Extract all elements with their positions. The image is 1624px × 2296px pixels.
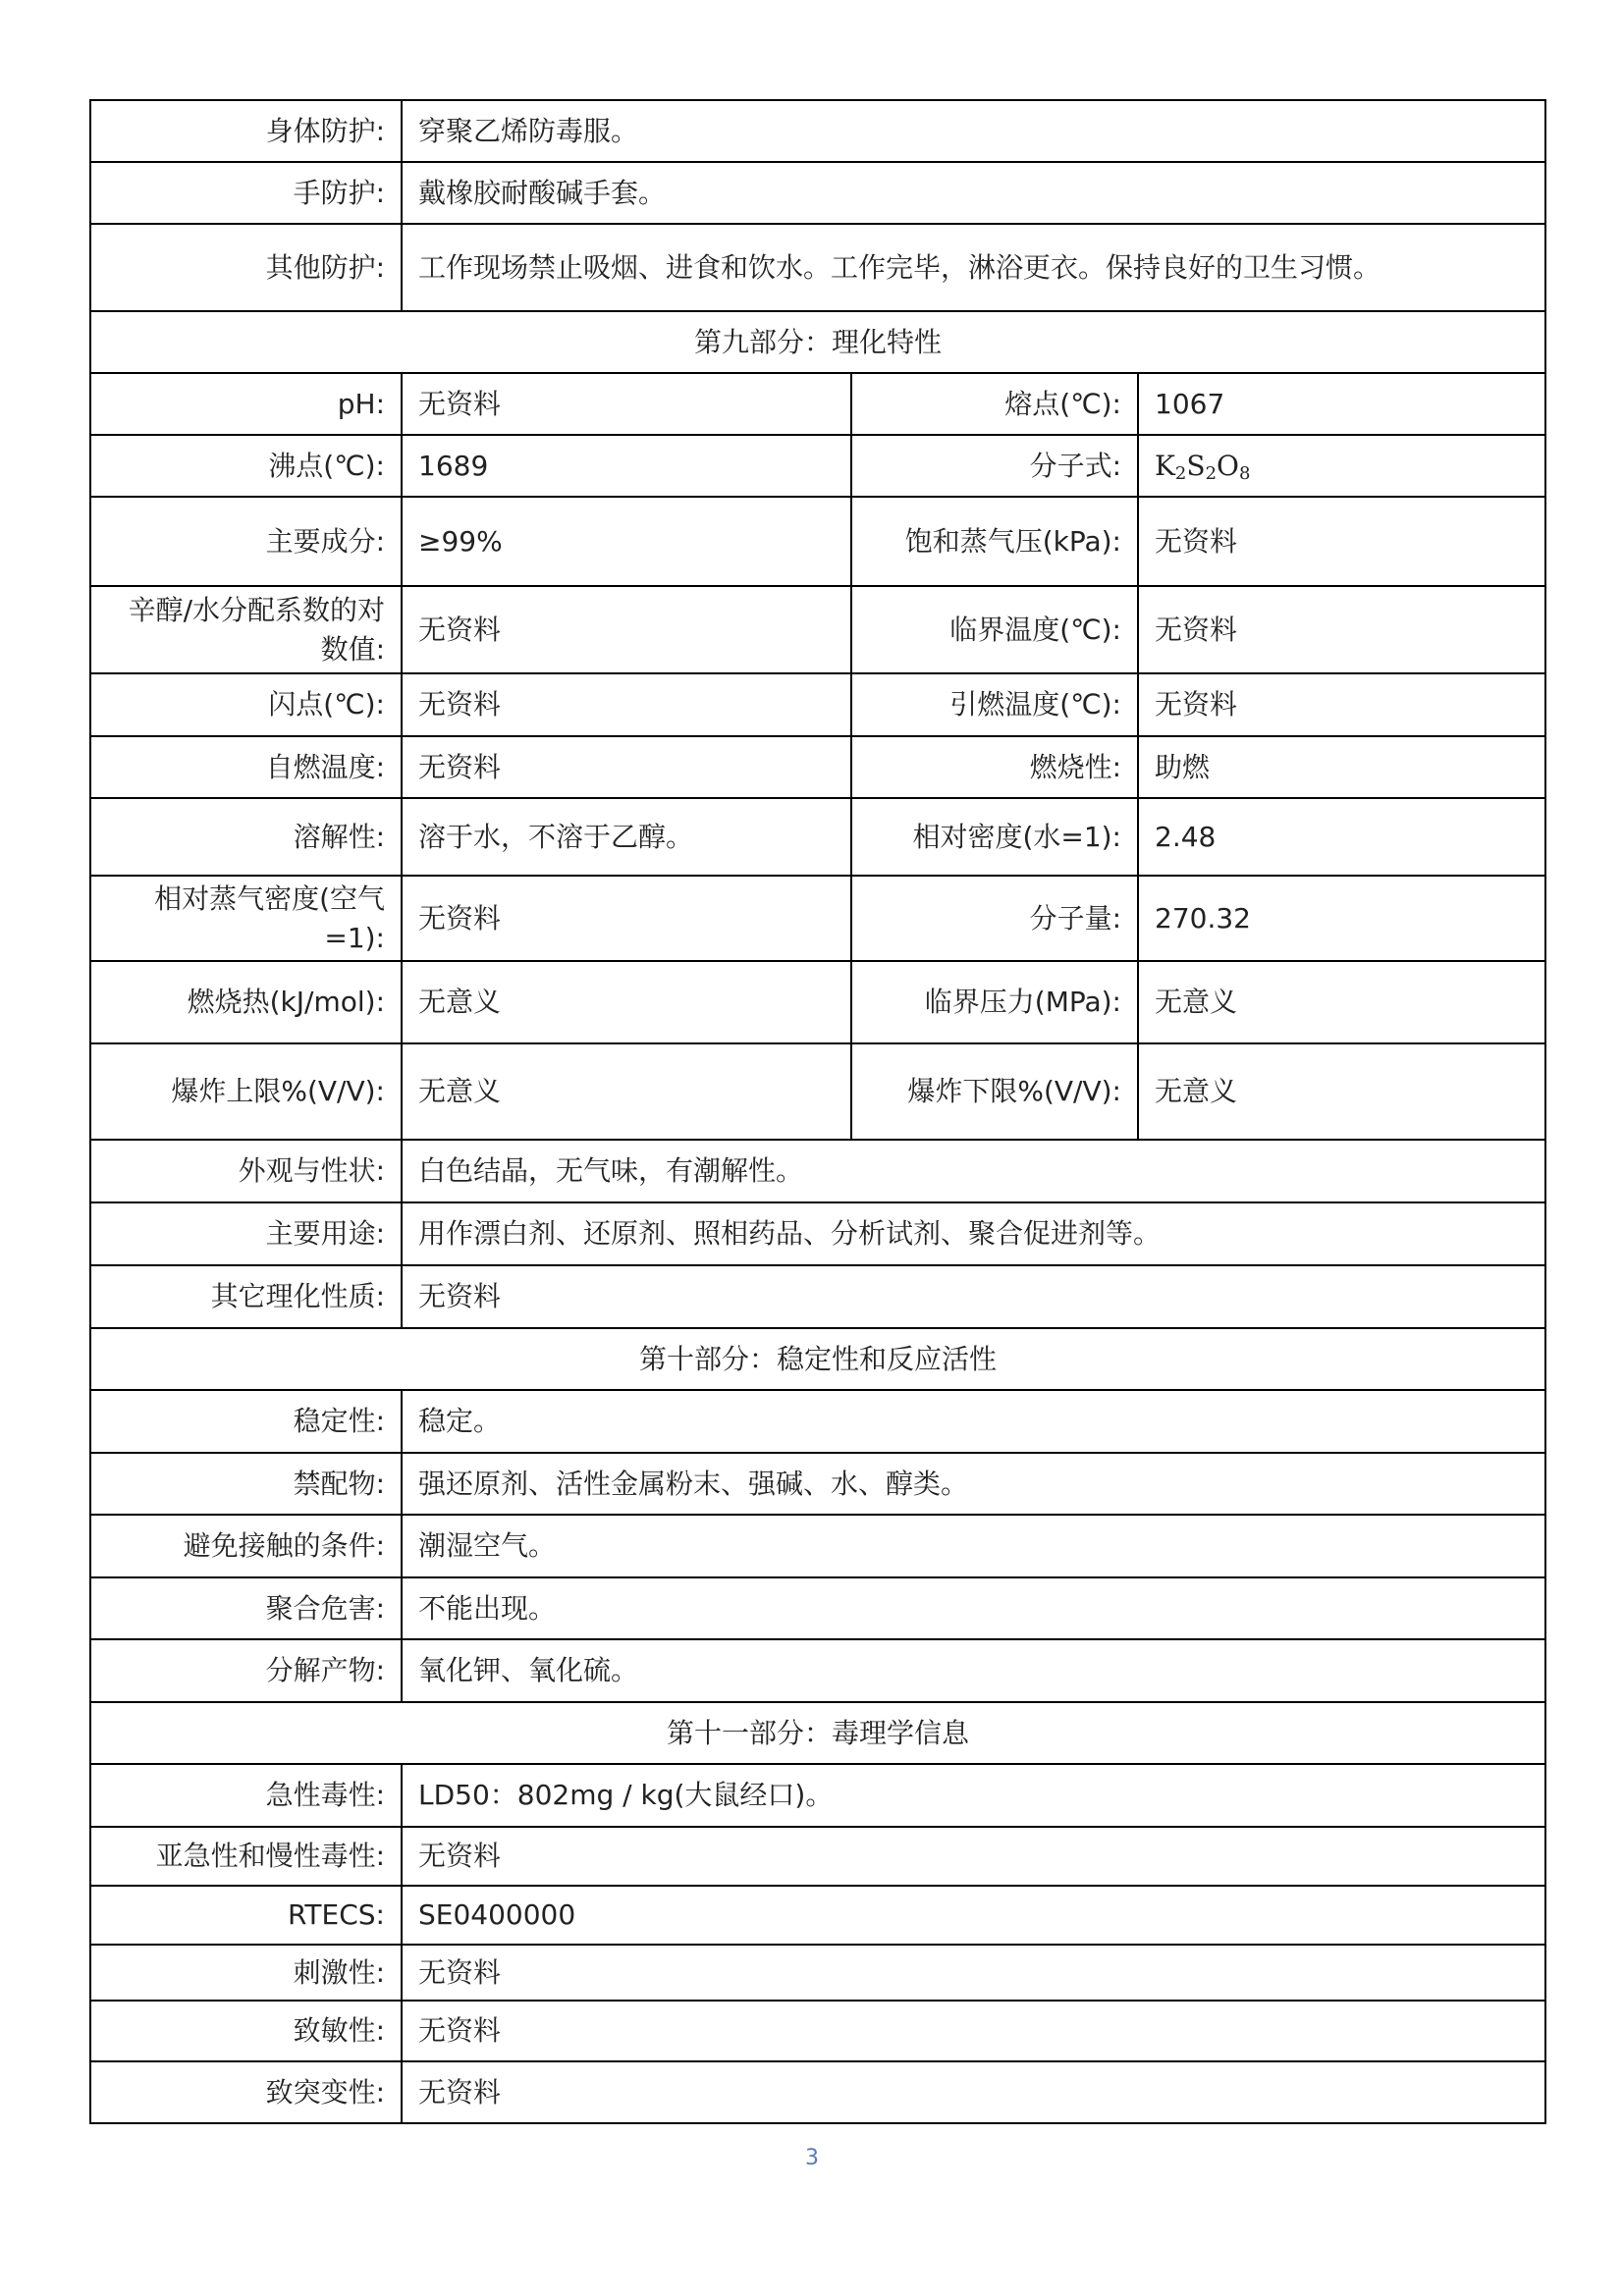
formula-subscript: 2 [1205, 462, 1218, 484]
row-label: 爆炸下限%(V/V): [851, 1043, 1138, 1140]
row-label: 熔点(℃): [851, 373, 1138, 435]
table-row [90, 1453, 1545, 1515]
table-row [90, 1043, 1545, 1140]
section-header-row [90, 1702, 1545, 1764]
row-label: 临界温度(℃): [851, 586, 1138, 673]
row-value: 穿聚乙烯防毒服。 [402, 100, 1545, 162]
row-label: 溶解性: [90, 798, 402, 876]
row-label: 沸点(℃): [90, 435, 402, 497]
formula-element: S [1186, 449, 1206, 482]
row-value: 无资料 [1138, 586, 1545, 673]
row-value: 无资料 [402, 876, 851, 961]
formula-subscript: 8 [1238, 462, 1251, 484]
table-row [90, 224, 1545, 311]
row-value: ≥99% [402, 497, 851, 586]
row-label: 分解产物: [90, 1639, 402, 1702]
row-label: 稳定性: [90, 1390, 402, 1453]
section-title: 第九部分：理化特性 [90, 311, 1545, 373]
section-header-row [90, 1328, 1545, 1390]
row-label: 其它理化性质: [90, 1265, 402, 1328]
table-row [90, 673, 1545, 736]
table-row [90, 1265, 1545, 1328]
table-row [90, 798, 1545, 876]
row-value: 助燃 [1138, 736, 1545, 798]
table-row [90, 2061, 1545, 2123]
table-row [90, 1639, 1545, 1702]
table-row [90, 876, 1545, 961]
table-row [90, 1390, 1545, 1453]
table-row [90, 162, 1545, 224]
row-label: 亚急性和慢性毒性: [90, 1827, 402, 1886]
table-row [90, 1202, 1545, 1265]
row-value: 1689 [402, 435, 851, 497]
row-label: 其他防护: [90, 224, 402, 311]
table-row [90, 1886, 1545, 1945]
table-row [90, 1827, 1545, 1886]
row-value: 稳定。 [402, 1390, 1545, 1453]
section-title: 第十部分：稳定性和反应活性 [90, 1328, 1545, 1390]
row-label: 自燃温度: [90, 736, 402, 798]
formula-subscript: 2 [1174, 462, 1187, 484]
row-value: 白色结晶，无气味，有潮解性。 [402, 1140, 1545, 1202]
row-label: 聚合危害: [90, 1577, 402, 1639]
msds-table [89, 99, 1546, 2124]
section-title: 第十一部分：毒理学信息 [90, 1702, 1545, 1764]
table-row [90, 586, 1545, 673]
table-row [90, 1140, 1545, 1202]
row-label: 燃烧性: [851, 736, 1138, 798]
table-row [90, 2001, 1545, 2061]
row-label: 急性毒性: [90, 1764, 402, 1827]
row-label: RTECS: [90, 1886, 402, 1945]
row-value: 无资料 [402, 373, 851, 435]
row-value: 不能出现。 [402, 1577, 1545, 1639]
row-value: 强还原剂、活性金属粉末、强碱、水、醇类。 [402, 1453, 1545, 1515]
row-value: 无资料 [402, 1827, 1545, 1886]
row-value: 1067 [1138, 373, 1545, 435]
molecular-formula [1138, 435, 1545, 497]
row-value: 无意义 [1138, 961, 1545, 1043]
section-header-row [90, 311, 1545, 373]
row-value: 无意义 [1138, 1043, 1545, 1140]
row-value: 无资料 [402, 1945, 1545, 2001]
row-value: 氧化钾、氧化硫。 [402, 1639, 1545, 1702]
row-label: 禁配物: [90, 1453, 402, 1515]
row-label: 爆炸上限%(V/V): [90, 1043, 402, 1140]
page-number: 3 [805, 2146, 819, 2170]
row-value: 无资料 [402, 2001, 1545, 2061]
row-value: 无资料 [402, 2061, 1545, 2123]
row-value: 无资料 [1138, 673, 1545, 736]
table-row [90, 435, 1545, 497]
row-value: 工作现场禁止吸烟、进食和饮水。工作完毕，淋浴更衣。保持良好的卫生习惯。 [402, 224, 1545, 311]
row-value: 无资料 [402, 673, 851, 736]
row-value: LD50：802mg / kg(大鼠经口)。 [402, 1764, 1545, 1827]
row-value: 270.32 [1138, 876, 1545, 961]
row-label: 引燃温度(℃): [851, 673, 1138, 736]
row-label: 主要用途: [90, 1202, 402, 1265]
table-row [90, 961, 1545, 1043]
table-row [90, 100, 1545, 162]
row-value: 潮湿空气。 [402, 1515, 1545, 1577]
table-row [90, 1764, 1545, 1827]
row-label: 致突变性: [90, 2061, 402, 2123]
row-label: 身体防护: [90, 100, 402, 162]
row-value: 无资料 [402, 736, 851, 798]
row-label: 刺激性: [90, 1945, 402, 2001]
table-row [90, 1945, 1545, 2001]
row-value: 无意义 [402, 961, 851, 1043]
formula-element: K [1155, 449, 1175, 482]
row-label: 手防护: [90, 162, 402, 224]
table-row [90, 1577, 1545, 1639]
row-value: 用作漂白剂、还原剂、照相药品、分析试剂、聚合促进剂等。 [402, 1202, 1545, 1265]
row-label: 相对蒸气密度(空气=1): [90, 876, 402, 961]
row-value: 戴橡胶耐酸碱手套。 [402, 162, 1545, 224]
row-value: 2.48 [1138, 798, 1545, 876]
row-value: 溶于水，不溶于乙醇。 [402, 798, 851, 876]
row-label: 分子量: [851, 876, 1138, 961]
row-label: 燃烧热(kJ/mol): [90, 961, 402, 1043]
row-value: 无资料 [1138, 497, 1545, 586]
row-value: 无意义 [402, 1043, 851, 1140]
row-value: 无资料 [402, 1265, 1545, 1328]
row-label: 外观与性状: [90, 1140, 402, 1202]
formula-element: O [1217, 449, 1239, 482]
row-label: 辛醇/水分配系数的对数值: [90, 586, 402, 673]
row-value: SE0400000 [402, 1886, 1545, 1945]
table-row [90, 497, 1545, 586]
row-value: 无资料 [402, 586, 851, 673]
table-row [90, 1515, 1545, 1577]
row-label: 相对密度(水=1): [851, 798, 1138, 876]
row-label: 避免接触的条件: [90, 1515, 402, 1577]
row-label: 临界压力(MPa): [851, 961, 1138, 1043]
table-row [90, 373, 1545, 435]
row-label: 主要成分: [90, 497, 402, 586]
row-label: pH: [90, 373, 402, 435]
row-label: 致敏性: [90, 2001, 402, 2061]
row-label: 闪点(℃): [90, 673, 402, 736]
row-label: 饱和蒸气压(kPa): [851, 497, 1138, 586]
table-row [90, 736, 1545, 798]
row-label: 分子式: [851, 435, 1138, 497]
